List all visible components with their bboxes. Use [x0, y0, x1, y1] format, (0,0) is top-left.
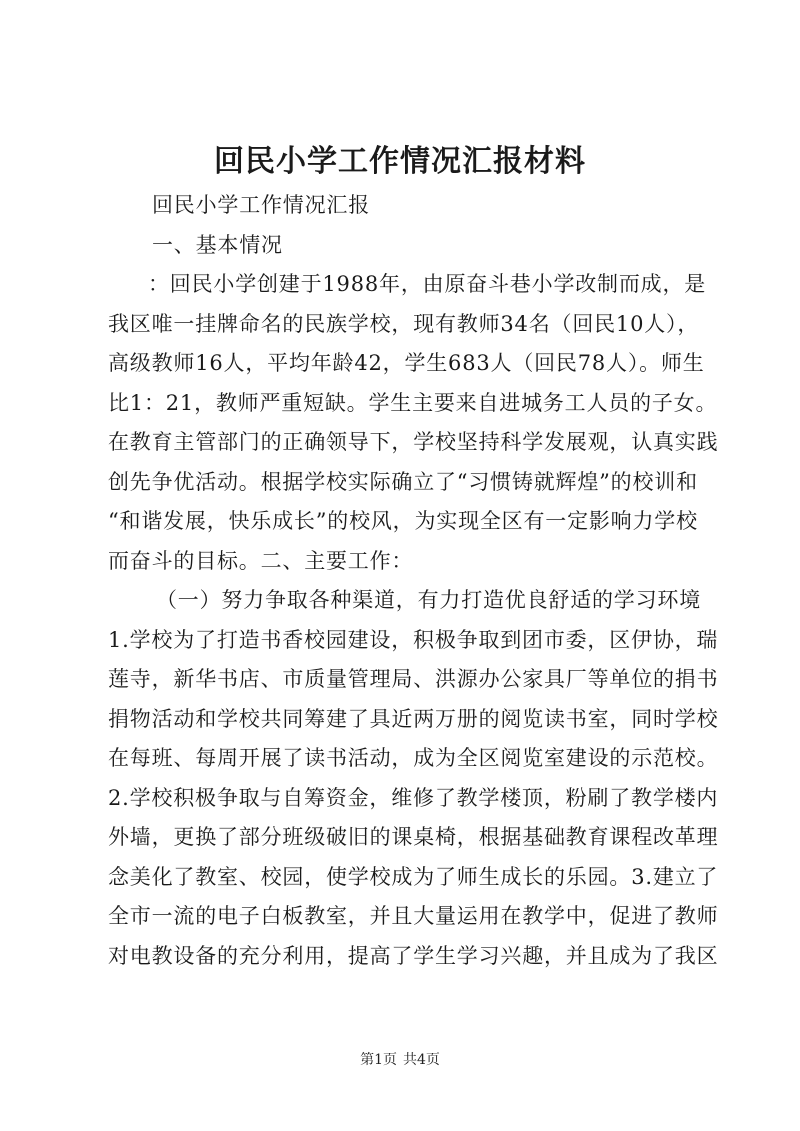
document-title: 回民小学工作情况汇报材料 — [214, 144, 586, 179]
paragraph-line: 2.学校积极争取与自筹资金，维修了教学楼顶，粉刷了教学楼内 — [108, 785, 719, 810]
paragraph-line: 捐物活动和学校共同筹建了具近两万册的阅览读书室，同时学校 — [108, 706, 719, 731]
paragraph-line: 全市一流的电子白板教室，并且大量运用在教学中，促进了教师 — [108, 904, 719, 928]
paragraph-line: 创先争优活动。根据学校实际确立了“习惯铸就辉煌”的校训和 — [108, 469, 698, 494]
subtitle-line: 回民小学工作情况汇报 — [152, 193, 370, 217]
paragraph-line: 对电教设备的充分利用，提高了学生学习兴趣，并且成为了我区 — [108, 943, 719, 968]
paragraph-line: 外墙，更换了部分班级破旧的课桌椅，根据基础教育课程改革理 — [108, 825, 719, 849]
paragraph-line: 我区唯一挂牌命名的民族学校，现有教师34名（回民10人）， — [108, 311, 700, 336]
paragraph-line: 在每班、每周开展了读书活动，成为全区阅览室建设的示范校。 — [108, 746, 719, 770]
section-heading: 一、基本情况 — [152, 232, 283, 257]
paragraph-line: 在教育主管部门的正确领导下，学校坚持科学发展观，认真实践 — [108, 430, 719, 454]
paragraph-line: 比1：21，教师严重短缺。学生主要来自进城务工人员的子女。 — [108, 390, 718, 415]
paragraph-line: 念美化了教室、校园，使学校成为了师生成长的乐园。3.建立了 — [108, 864, 719, 889]
paragraph-line: 而奋斗的目标。二、主要工作： — [108, 548, 414, 573]
paragraph-line: 莲寺，新华书店、市质量管理局、洪源办公家具厂等单位的捐书 — [108, 667, 719, 691]
document-body — [108, 186, 719, 976]
page-number: 第1页 — [360, 1052, 397, 1068]
paragraph-line: “和谐发展，快乐成长”的校风，为实现全区有一定影响力学校 — [108, 509, 698, 533]
paragraph-line: 1.学校为了打造书香校园建设，积极争取到团市委，区伊协，瑞 — [108, 627, 719, 652]
subsection-heading: （一）努力争取各种渠道，有力打造优良舒适的学习环境 — [156, 588, 701, 612]
page-total: 共4页 — [403, 1052, 440, 1068]
paragraph-line: ：回民小学创建于1988年，由原奋斗巷小学改制而成，是 — [148, 272, 707, 296]
paragraph-line: 高级教师16人，平均年龄42，学生683人（回民78人）。师生 — [108, 351, 705, 375]
page-footer — [0, 1050, 800, 1070]
